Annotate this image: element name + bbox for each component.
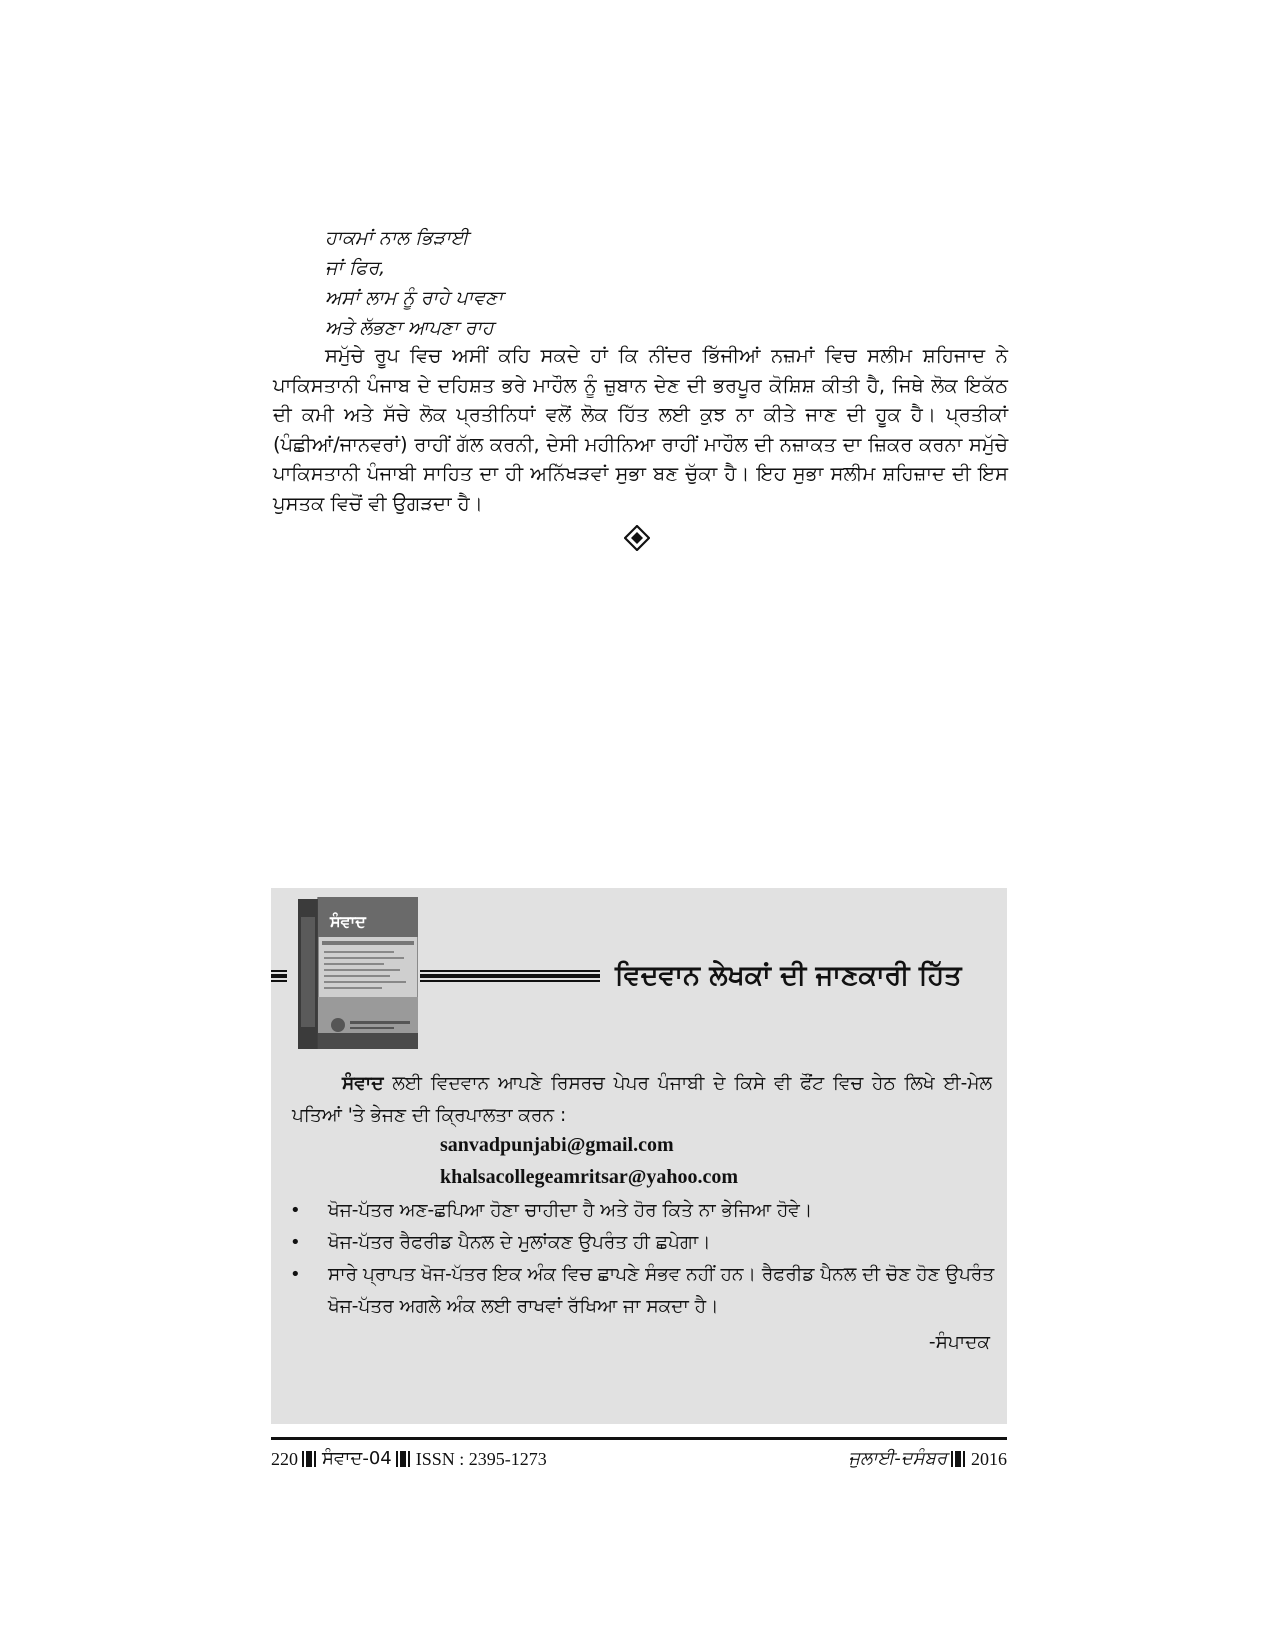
title-rule-left bbox=[271, 970, 287, 982]
list-item bbox=[288, 1195, 998, 1227]
footer-divider bbox=[271, 1437, 1007, 1440]
notice-intro bbox=[292, 1068, 992, 1132]
list-item bbox=[288, 1259, 998, 1323]
bullet-icon: • bbox=[290, 1232, 301, 1253]
editor-signature: -ਸੰਪਾਦਕ bbox=[928, 1332, 990, 1353]
notice-title: ਵਿਦਵਾਨ ਲੇਖਕਾਂ ਦੀ ਜਾਣਕਾਰੀ ਹਿੱਤ bbox=[615, 960, 962, 991]
issue-year: 2016 bbox=[971, 1449, 1007, 1469]
poem-line: ਹਾਕਮਾਂ ਨਾਲ ਭਿੜਾਈ bbox=[325, 227, 469, 249]
bullet-icon: • bbox=[290, 1264, 301, 1285]
separator-bars-icon bbox=[396, 1451, 410, 1467]
submission-rules bbox=[288, 1195, 998, 1323]
footer-right bbox=[848, 1447, 1007, 1471]
issn: ISSN : 2395-1273 bbox=[415, 1449, 547, 1469]
journal-name: ਸੰਵਾਦ bbox=[342, 1073, 384, 1094]
rule-text: ਸਾਰੇ ਪ੍ਰਾਪਤ ਖੋਜ-ਪੱਤਰ ਇਕ ਅੰਕ ਵਿਚ ਛਾਪਣੇ ਸੰਭਵ ਨਹੀਂ ਹਨ। ਰੈਫਰੀਡ ਪੈਨਲ ਦੀ ਚੋਣ ਹੋਣ ਉਪਰੰਤ ਖੋਜ-ਪੱਤਰ ਅਗਲੇ ਅੰਕ ਲਈ ਰਾਖਵਾਂ ਰੱਖਿਆ ਜਾ ਸਕਦਾ ਹੈ। bbox=[328, 1264, 995, 1317]
rule-text: ਖੋਜ-ਪੱਤਰ ਰੈਫਰੀਡ ਪੈਨਲ ਦੇ ਮੁਲਾਂਕਣ ਉਪਰੰਤ ਹੀ ਛਪੇਗਾ। bbox=[328, 1232, 711, 1253]
diamond-ornament-icon bbox=[624, 525, 650, 551]
poem-line: ਜਾਂ ਫਿਰ, bbox=[325, 257, 386, 279]
separator-bars-icon bbox=[951, 1451, 965, 1467]
cover-title: ਸੰਵਾਦ bbox=[330, 912, 366, 931]
body-paragraph-text: ਸਮੁੱਚੇ ਰੂਪ ਵਿਚ ਅਸੀਂ ਕਹਿ ਸਕਦੇ ਹਾਂ ਕਿ ਨੀਂਦਰ ਭਿੱਜੀਆਂ ਨਜ਼ਮਾਂ ਵਿਚ ਸਲੀਮ ਸ਼ਹਿਜਾਦ ਨੇ ਪਾਕਿਸਤਾਨੀ ਪੰਜਾਬ ਦੇ ਦਹਿਸ਼ਤ ਭਰੇ ਮਾਹੌਲ ਨੂੰ ਜ਼ੁਬਾਨ ਦੇਣ ਦੀ ਭਰਪੂਰ ਕੋਸ਼ਿਸ਼ ਕੀਤੀ ਹੈ, ਜਿਥੇ ਲੋਕ ਇਕੱਠ ਦੀ ਕਮੀ ਅਤੇ ਸੱਚੇ ਲੋਕ ਪ੍ਰਤੀਨਿਧਾਂ ਵਲੋਂ ਲੋਕ ਹਿੱਤ ਲਈ ਕੁਝ ਨਾ ਕੀਤੇ ਜਾਣ ਦੀ ਹੂਕ ਹੈ। ਪ੍ਰਤੀਕਾਂ (ਪੰਛੀਆਂ/ਜਾਨਵਰਾਂ) ਰਾਹੀਂ ਗੱਲ ਕਰਨੀ, ਦੇਸੀ ਮਹੀਨਿਆ ਰਾਹੀਂ ਮਾਹੌਲ ਦੀ ਨਜ਼ਾਕਤ ਦਾ ਜ਼ਿਕਰ ਕਰਨਾ ਸਮੁੱਚੇ ਪਾਕਿਸਤਾਨੀ ਪੰਜਾਬੀ ਸਾਹਿਤ ਦਾ ਹੀ ਅਨਿੱਖੜਵਾਂ ਸੁਭਾ ਬਣ ਚੁੱਕਾ ਹੈ। ਇਹ ਸੁਭਾ ਸਲੀਮ ਸ਼ਹਿਜ਼ਾਦ ਦੀ ਇਸ ਪੁਸਤਕ ਵਿਚੋਂ ਵੀ ਉਗੜਦਾ ਹੈ। bbox=[273, 344, 1008, 515]
body-paragraph bbox=[273, 341, 1008, 518]
notice-intro-text: ਲਈ ਵਿਦਵਾਨ ਆਪਣੇ ਰਿਸਰਚ ਪੇਪਰ ਪੰਜਾਬੀ ਦੇ ਕਿਸੇ ਵੀ ਫੌਂਟ ਵਿਚ ਹੇਠ ਲਿਖੇ ਈ-ਮੇਲ ਪਤਿਆਂ 'ਤੇ ਭੇਜਣ ਦੀ ਕ੍ਰਿਪਾਲਤਾ ਕਰਨ : bbox=[292, 1073, 992, 1126]
issue-period: ਜੁਲਾਈ-ਦਸੰਬਰ bbox=[848, 1448, 947, 1469]
rule-text: ਖੋਜ-ਪੱਤਰ ਅਣ-ਛਪਿਆ ਹੋਣਾ ਚਾਹੀਦਾ ਹੈ ਅਤੇ ਹੋਰ ਕਿਤੇ ਨਾ ਭੇਜਿਆ ਹੋਵੇ। bbox=[328, 1200, 813, 1221]
footer-left bbox=[271, 1447, 547, 1471]
poem-line: ਅਤੇ ਲੱਭਣਾ ਆਪਣਾ ਰਾਹ bbox=[325, 317, 494, 339]
bullet-icon: • bbox=[290, 1200, 301, 1221]
email-address[interactable]: sanvadpunjabi@gmail.com bbox=[440, 1134, 674, 1156]
title-rule-right bbox=[420, 970, 600, 982]
separator-bars-icon bbox=[302, 1451, 316, 1467]
journal-cover-image bbox=[298, 897, 418, 1049]
list-item bbox=[288, 1227, 998, 1259]
poem-line: ਅਸਾਂ ਲਾਮ ਨੂੰ ਰਾਹੇ ਪਾਵਣਾ bbox=[325, 287, 503, 309]
email-address[interactable]: khalsacollegeamritsar@yahoo.com bbox=[440, 1166, 739, 1188]
journal-issue: ਸੰਵਾਦ-04 bbox=[322, 1448, 392, 1469]
page-number: 220 bbox=[271, 1449, 298, 1469]
poem-block bbox=[325, 223, 825, 343]
